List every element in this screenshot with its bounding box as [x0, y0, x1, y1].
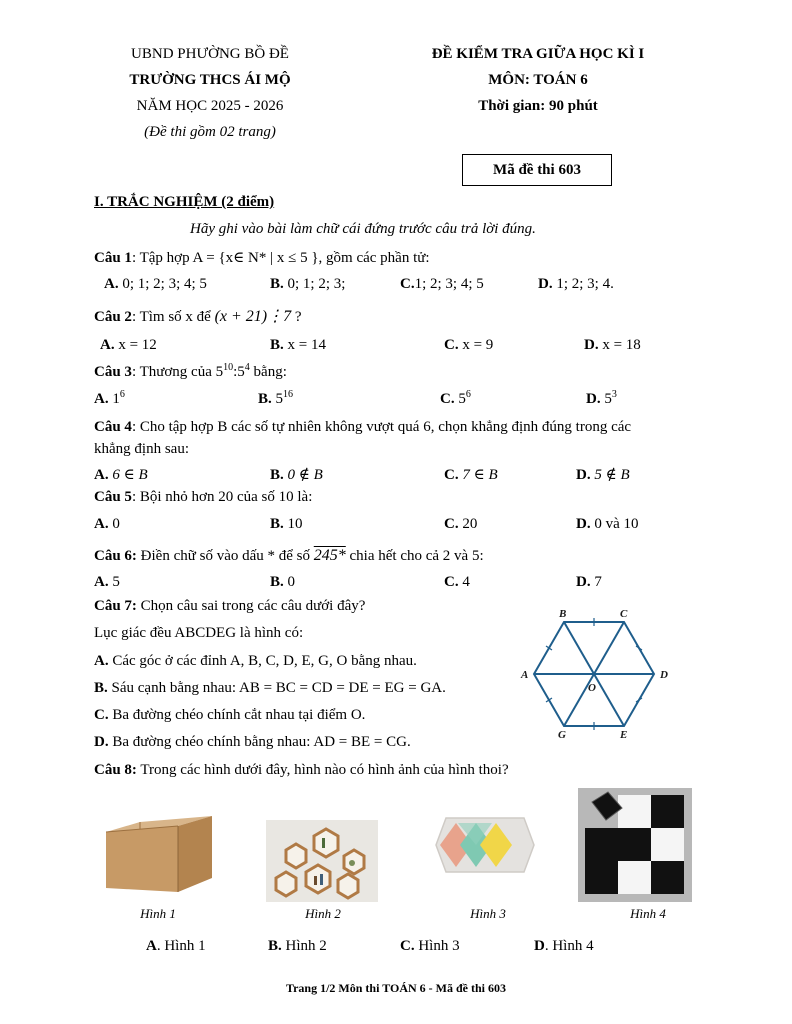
ward-name: UBND PHƯỜNG BỒ ĐỀ [131, 46, 289, 62]
q2-expression: (x + 21)⋮7 [214, 308, 292, 325]
caption-hinh-2: Hình 2 [305, 906, 341, 921]
q4-option-d: D. 5 ∉ B [576, 467, 630, 483]
q8-option-c: C. Hình 3 [400, 938, 460, 954]
q3-option-d: D. $5^3$ [586, 389, 617, 407]
q6-option-a: A. 5 [94, 574, 120, 590]
school-year: NĂM HỌC 2025 - 2026 [136, 98, 284, 114]
q3-stem: Câu 3: Thương của $5^{10}:5^4$ bằng: [94, 362, 287, 380]
header-right [418, 46, 658, 124]
caption-hinh-4: Hình 4 [630, 906, 666, 921]
q1-label: Câu 1 [94, 250, 132, 266]
label-d: D [660, 669, 668, 681]
q1-option-b: B. 0; 1; 2; 3; [270, 276, 346, 292]
page-count-note: (Đề thi gồm 02 trang) [144, 124, 276, 140]
q4-option-b: B. 0 ∉ B [270, 467, 323, 483]
label-o: O [588, 682, 596, 694]
q8-option-d: D. Hình 4 [534, 938, 594, 954]
q7-option-a: A. Các góc ở các đỉnh A, B, C, D, E, G, O bằng nhau. [94, 653, 417, 669]
q2-stem: Câu 2: Tìm số x để (x + 21)⋮7 ? [94, 308, 302, 325]
label-c: C [620, 608, 628, 620]
q1-option-c: C.1; 2; 3; 4; 5 [400, 276, 484, 292]
q1-stem [94, 248, 430, 267]
q8-option-b: B. Hình 2 [268, 938, 327, 954]
caption-hinh-3: Hình 3 [470, 906, 506, 921]
q2-option-c: C. x = 9 [444, 337, 494, 353]
q8-stem: Câu 8: Trong các hình dưới đây, hình nào có hình ảnh của hình thoi? [94, 762, 509, 778]
label-a: A [521, 669, 529, 681]
q3-option-c: C. $5^6$ [440, 389, 471, 407]
q2-option-d: D. x = 18 [584, 337, 641, 353]
q5-option-a: A. 0 [94, 516, 120, 532]
q4-option-a: A. 6 ∈ B [94, 467, 148, 483]
box-image [100, 812, 218, 896]
q5-stem: Câu 5: Bội nhỏ hơn 20 của số 10 là: [94, 489, 313, 505]
q1-option-a: A. 0; 1; 2; 3; 4; 5 [104, 276, 207, 292]
q7-stem: Câu 7: Chọn câu sai trong các câu dưới đây? [94, 598, 366, 614]
exam-title: ĐỀ KIỂM TRA GIỮA HỌC KÌ I [431, 46, 645, 62]
tiles-image [578, 788, 692, 902]
label-e: E [620, 729, 628, 741]
q2-option-b: B. x = 14 [270, 337, 326, 353]
subject: MÔN: TOÁN 6 [488, 72, 588, 88]
q7-option-c: C. Ba đường chéo chính cắt nhau tại điểm O. [94, 707, 366, 723]
duration: Thời gian: 90 phút [478, 98, 598, 114]
q6-number: 245* [313, 547, 346, 564]
label-b: B [559, 608, 567, 620]
header-left [85, 46, 335, 150]
q2-option-a: A. x = 12 [100, 337, 157, 353]
q4-stem: Câu 4: Cho tập hợp B các số tự nhiên không vượt quá 6, chọn khẳng định đúng trong các [94, 419, 632, 435]
q3-option-a: A. $1^6$ [94, 389, 125, 407]
q1-option-d: D. 1; 2; 3; 4. [538, 276, 614, 292]
q4-option-c: C. 7 ∈ B [444, 467, 498, 483]
section-instruction: Hãy ghi vào bài làm chữ cái đứng trước câu trả lời đúng. [190, 221, 536, 237]
q4-stem-line2: khẳng định sau: [94, 441, 189, 457]
page-footer: Trang 1/2 Môn thi TOÁN 6 - Mã đề thi 603 [285, 981, 506, 995]
rhombus-tray-image [432, 814, 536, 876]
q3-option-b: B. $5^{16}$ [258, 389, 294, 407]
q7-option-b: B. Sáu cạnh bằng nhau: AB = BC = CD = DE = EG = GA. [94, 680, 446, 696]
section-title: I. TRẮC NGHIỆM (2 điểm) [94, 194, 275, 210]
q7-intro: Lục giác đều ABCDEG là hình có: [94, 625, 304, 641]
school-name: TRƯỜNG THCS ÁI MỘ [129, 72, 291, 88]
hexagon-figure [512, 604, 680, 742]
q1-text: : Tập hợp A = {x∈ N* | x ≤ 5 }, gồm các phần tử: [131, 250, 430, 266]
q5-option-c: C. 20 [444, 516, 478, 532]
q5-option-d: D. 0 và 10 [576, 516, 639, 532]
q7-option-d: D. Ba đường chéo chính bằng nhau: AD = BE = CG. [94, 734, 411, 750]
q6-option-c: C. 4 [444, 574, 470, 590]
q8-option-a: A. Hình 1 [146, 938, 206, 954]
q6-stem: Câu 6: Điền chữ số vào dấu * để số 245* chia hết cho cả 2 và 5: [94, 547, 484, 564]
label-g: G [558, 729, 566, 741]
caption-hinh-1: Hình 1 [140, 906, 176, 921]
q6-option-b: B. 0 [270, 574, 296, 590]
exam-code-box: Mã đề thi 603 [462, 154, 612, 186]
q6-option-d: D. 7 [576, 574, 602, 590]
q5-option-b: B. 10 [270, 516, 303, 532]
hexagon-shelves-image [266, 820, 378, 902]
